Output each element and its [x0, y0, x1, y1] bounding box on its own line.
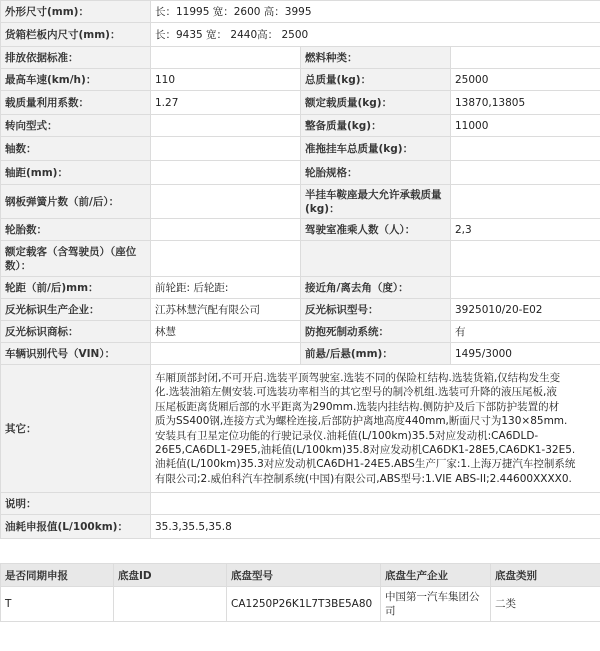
spec-value: 2,3: [451, 219, 600, 241]
spec-label: 反光标识型号：: [301, 299, 451, 321]
spec-label: 额定载质量(kg)：: [301, 91, 451, 115]
notes-line: 质为SS400钢,连接方式为螺栓连接,后部防护离地高度440mm,断面尺寸为130×85mm.: [155, 415, 568, 428]
spec-label: 半挂车鞍座最大允许承载质量(kg)：: [301, 185, 451, 219]
spec-row: [1, 1, 600, 23]
spec-row: [1, 115, 600, 137]
spec-label: 轮胎数：: [1, 219, 151, 241]
spec-row: [1, 219, 600, 241]
spec-value: 110: [151, 69, 301, 91]
spec-row: [1, 299, 600, 321]
spec-value: 长：9435 宽： 2440高： 2500: [151, 23, 600, 47]
spec-label: 货箱栏板内尺寸(mm)：: [1, 23, 151, 47]
spec-value: 有: [451, 321, 600, 343]
chassis-header-category: 底盘类别: [491, 564, 600, 587]
spec-label: 轴距(mm)：: [1, 161, 151, 185]
spec-label: 总质量(kg)：: [301, 69, 451, 91]
spec-label: 外形尺寸(mm)：: [1, 1, 151, 23]
spec-value: [151, 137, 301, 161]
spec-notes-value: [151, 365, 600, 493]
spec-value: 11000: [451, 115, 600, 137]
spec-value: 25000: [451, 69, 600, 91]
spec-label: 轮距（前/后)mm：: [1, 277, 151, 299]
chassis-model: CA1250P26K1L7T3BE5A80: [227, 587, 381, 622]
spec-row: [1, 47, 600, 69]
spec-value: 13870,13805: [451, 91, 600, 115]
spec-remark-label: 说明：: [1, 493, 151, 515]
spec-fuel-label: 油耗申报值(L/100km)：: [1, 515, 151, 539]
spec-value: 1.27: [151, 91, 301, 115]
notes-line: 压尾板距离货厢后部的水平距离为290mm.选装内挂结构.侧防护及后下部防护装置的材: [155, 400, 560, 413]
spec-fuel-row: [1, 515, 600, 539]
spec-row: [1, 23, 600, 47]
notes-line: 化.选装油箱左侧安装.可选装功率相当的其它型号的制冷机组.选装可升降的液压尾板,液: [155, 386, 557, 399]
spec-value: [451, 137, 600, 161]
spec-value: [151, 185, 301, 219]
spec-value: [151, 115, 301, 137]
spec-label: 钢板弹簧片数（前/后）：: [1, 185, 151, 219]
chassis-table: [0, 563, 600, 622]
chassis-header-row: [1, 564, 600, 587]
notes-line: 车厢顶部封闭,不可开启.选装平顶驾驶室.选装不同的保险杠结构.选装货箱,仅结构发生变: [155, 371, 561, 384]
notes-line: 安装具有卫星定位功能的行驶记录仪.油耗值(L/100km)35.5对应发动机:CA6DLD-: [155, 429, 539, 442]
spec-label: 准拖挂车总质量(kg)：: [301, 137, 451, 161]
spec-value: [151, 161, 301, 185]
notes-line: 有限公司;2.威伯科汽车控制系统(中国)有限公司,ABS型号:1.VIE ABS-II;2.44600XXXX0.: [155, 472, 572, 485]
chassis-id: [114, 587, 227, 622]
chassis-header-maker: 底盘生产企业: [381, 564, 491, 587]
spec-remark-value: [151, 493, 600, 515]
spec-label: 接近角/离去角（度）：: [301, 277, 451, 299]
spec-notes-row: [1, 365, 600, 493]
spec-value: [151, 47, 301, 69]
chassis-maker: 中国第一汽车集团公司: [381, 587, 491, 622]
chassis-header-id: 底盘ID: [114, 564, 227, 587]
spec-value: [451, 241, 600, 277]
spec-row: [1, 91, 600, 115]
spec-value: 1495/3000: [451, 343, 600, 365]
chassis-header-model: 底盘型号: [227, 564, 381, 587]
spec-label: 车辆识别代号（VIN）：: [1, 343, 151, 365]
chassis-category: 二类: [491, 587, 600, 622]
spec-value: [151, 343, 301, 365]
spec-value: 江苏林慧汽配有限公司: [151, 299, 301, 321]
spec-value: 3925010/20-E02: [451, 299, 600, 321]
spec-label: [301, 241, 451, 277]
spec-label: 排放依据标准：: [1, 47, 151, 69]
spec-row: [1, 185, 600, 219]
spec-label: 整备质量(kg)：: [301, 115, 451, 137]
spec-value: [451, 47, 600, 69]
spec-value: [151, 219, 301, 241]
spec-row: [1, 241, 600, 277]
spec-row: [1, 321, 600, 343]
spec-value: [451, 161, 600, 185]
spec-label: 防抱死制动系统：: [301, 321, 451, 343]
spec-row: [1, 161, 600, 185]
spec-label: 载质量利用系数：: [1, 91, 151, 115]
spec-row: [1, 137, 600, 161]
spec-label: 轴数：: [1, 137, 151, 161]
spec-label: 轮胎规格：: [301, 161, 451, 185]
spec-label: 最高车速(km/h)：: [1, 69, 151, 91]
spec-label: 反光标识生产企业：: [1, 299, 151, 321]
spec-label: 燃料种类：: [301, 47, 451, 69]
spec-row: [1, 277, 600, 299]
spec-remark-row: [1, 493, 600, 515]
notes-line: 26E5,CA6DL1-29E5,油耗值(L/100km)35.8对应发动机CA6DK1-28E5,CA6DK1-32E5.: [155, 443, 576, 456]
notes-line: 油耗值(L/100km)35.3对应发动机CA6DH1-24E5.ABS生产厂家:1.上海万捷汽车控制系统: [155, 458, 576, 471]
spec-label: 反光标识商标：: [1, 321, 151, 343]
spec-label: 前悬/后悬(mm)：: [301, 343, 451, 365]
spec-value: 长：11995 宽：2600 高：3995: [151, 1, 600, 23]
spec-row: [1, 343, 600, 365]
spec-value: 前轮距: 后轮距:: [151, 277, 301, 299]
spec-fuel-value: 35.3,35.5,35.8: [151, 515, 600, 539]
spec-notes-label: 其它：: [1, 365, 151, 493]
spec-row: [1, 69, 600, 91]
spec-label: 驾驶室准乘人数（人）：: [301, 219, 451, 241]
spec-value: [451, 185, 600, 219]
chassis-sync: T: [1, 587, 114, 622]
spec-value: [151, 241, 301, 277]
chassis-header-sync: 是否同期申报: [1, 564, 114, 587]
section-gap: [0, 539, 600, 563]
spec-label: 转向型式：: [1, 115, 151, 137]
spec-label: 额定载客（含驾驶员）（座位数）：: [1, 241, 151, 277]
spec-value: 林慧: [151, 321, 301, 343]
spec-value: [451, 277, 600, 299]
chassis-row: [1, 587, 600, 622]
